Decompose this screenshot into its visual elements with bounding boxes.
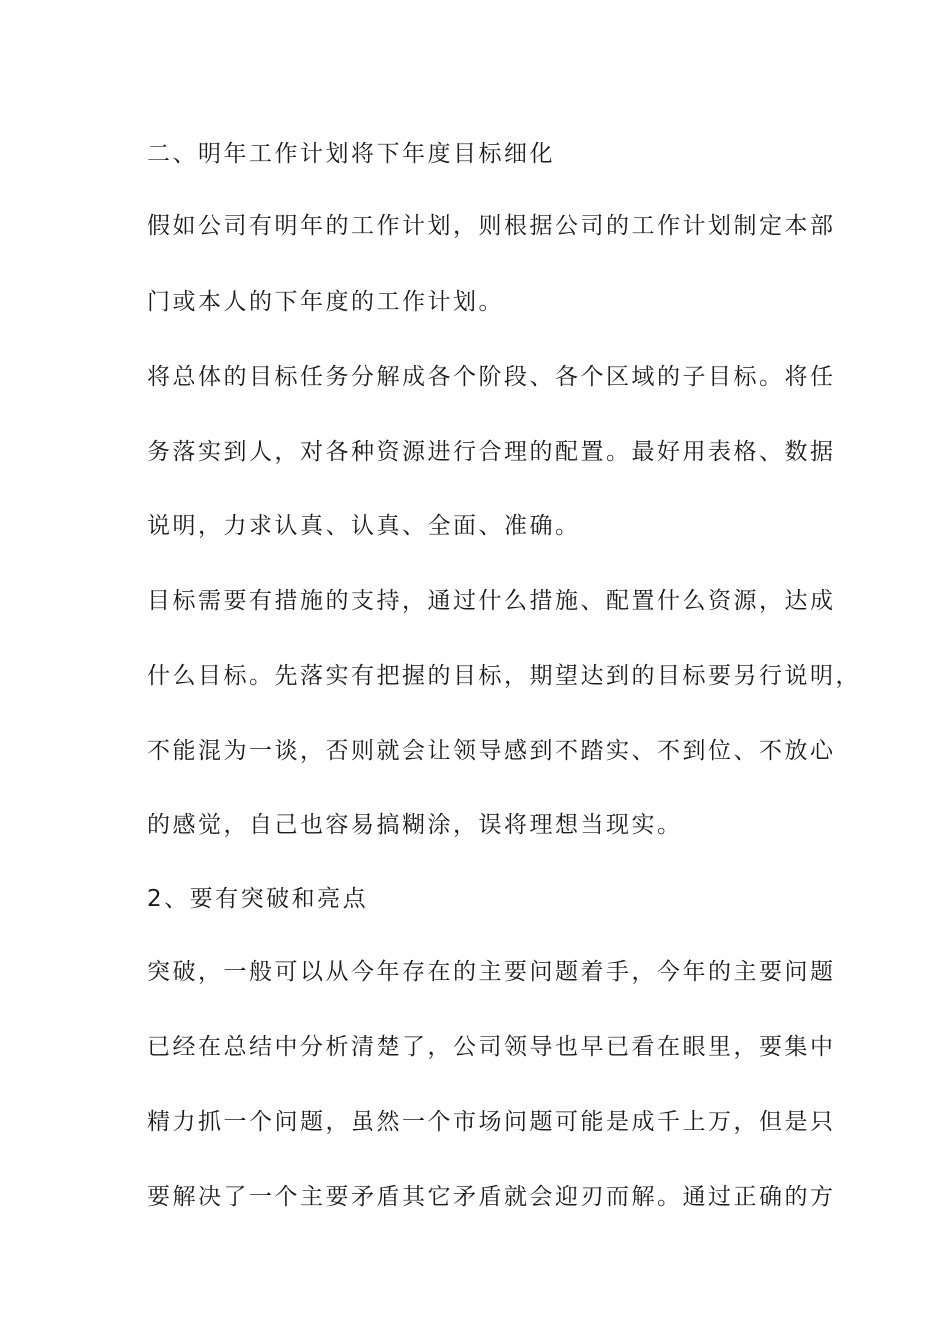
- paragraph-line: 精力抓一个问题，虽然一个市场问题可能是成千上万，但是只: [147, 1109, 836, 1135]
- subsection-heading: 2、要有突破和亮点: [147, 886, 369, 912]
- paragraph-line: 务落实到人，对各种资源进行合理的配置。最好用表格、数据: [147, 439, 836, 465]
- paragraph-line: 假如公司有明年的工作计划，则根据公司的工作计划制定本部: [147, 213, 836, 239]
- paragraph-line: 不能混为一谈，否则就会让领导感到不踏实、不到位、不放心: [147, 738, 836, 764]
- paragraph-line: 目标需要有措施的支持，通过什么措施、配置什么资源，达成: [147, 588, 836, 614]
- paragraph-line: 将总体的目标任务分解成各个阶段、各个区域的子目标。将任: [147, 364, 836, 390]
- paragraph-line: 要解决了一个主要矛盾其它矛盾就会迎刃而解。通过正确的方: [147, 1184, 836, 1210]
- section-heading: 二、明年工作计划将下年度目标细化: [147, 141, 555, 167]
- paragraph-line: 门或本人的下年度的工作计划。: [147, 289, 504, 315]
- paragraph-line: 突破，一般可以从今年存在的主要问题着手，今年的主要问题: [147, 959, 836, 985]
- paragraph-line: 什么目标。先落实有把握的目标，期望达到的目标要另行说明，: [147, 663, 861, 689]
- paragraph-line: 已经在总结中分析清楚了，公司领导也早已看在眼里，要集中: [147, 1034, 836, 1060]
- paragraph-line: 说明，力求认真、认真、全面、准确。: [147, 513, 581, 539]
- paragraph-line: 的感觉，自己也容易搞糊涂，误将理想当现实。: [147, 812, 683, 838]
